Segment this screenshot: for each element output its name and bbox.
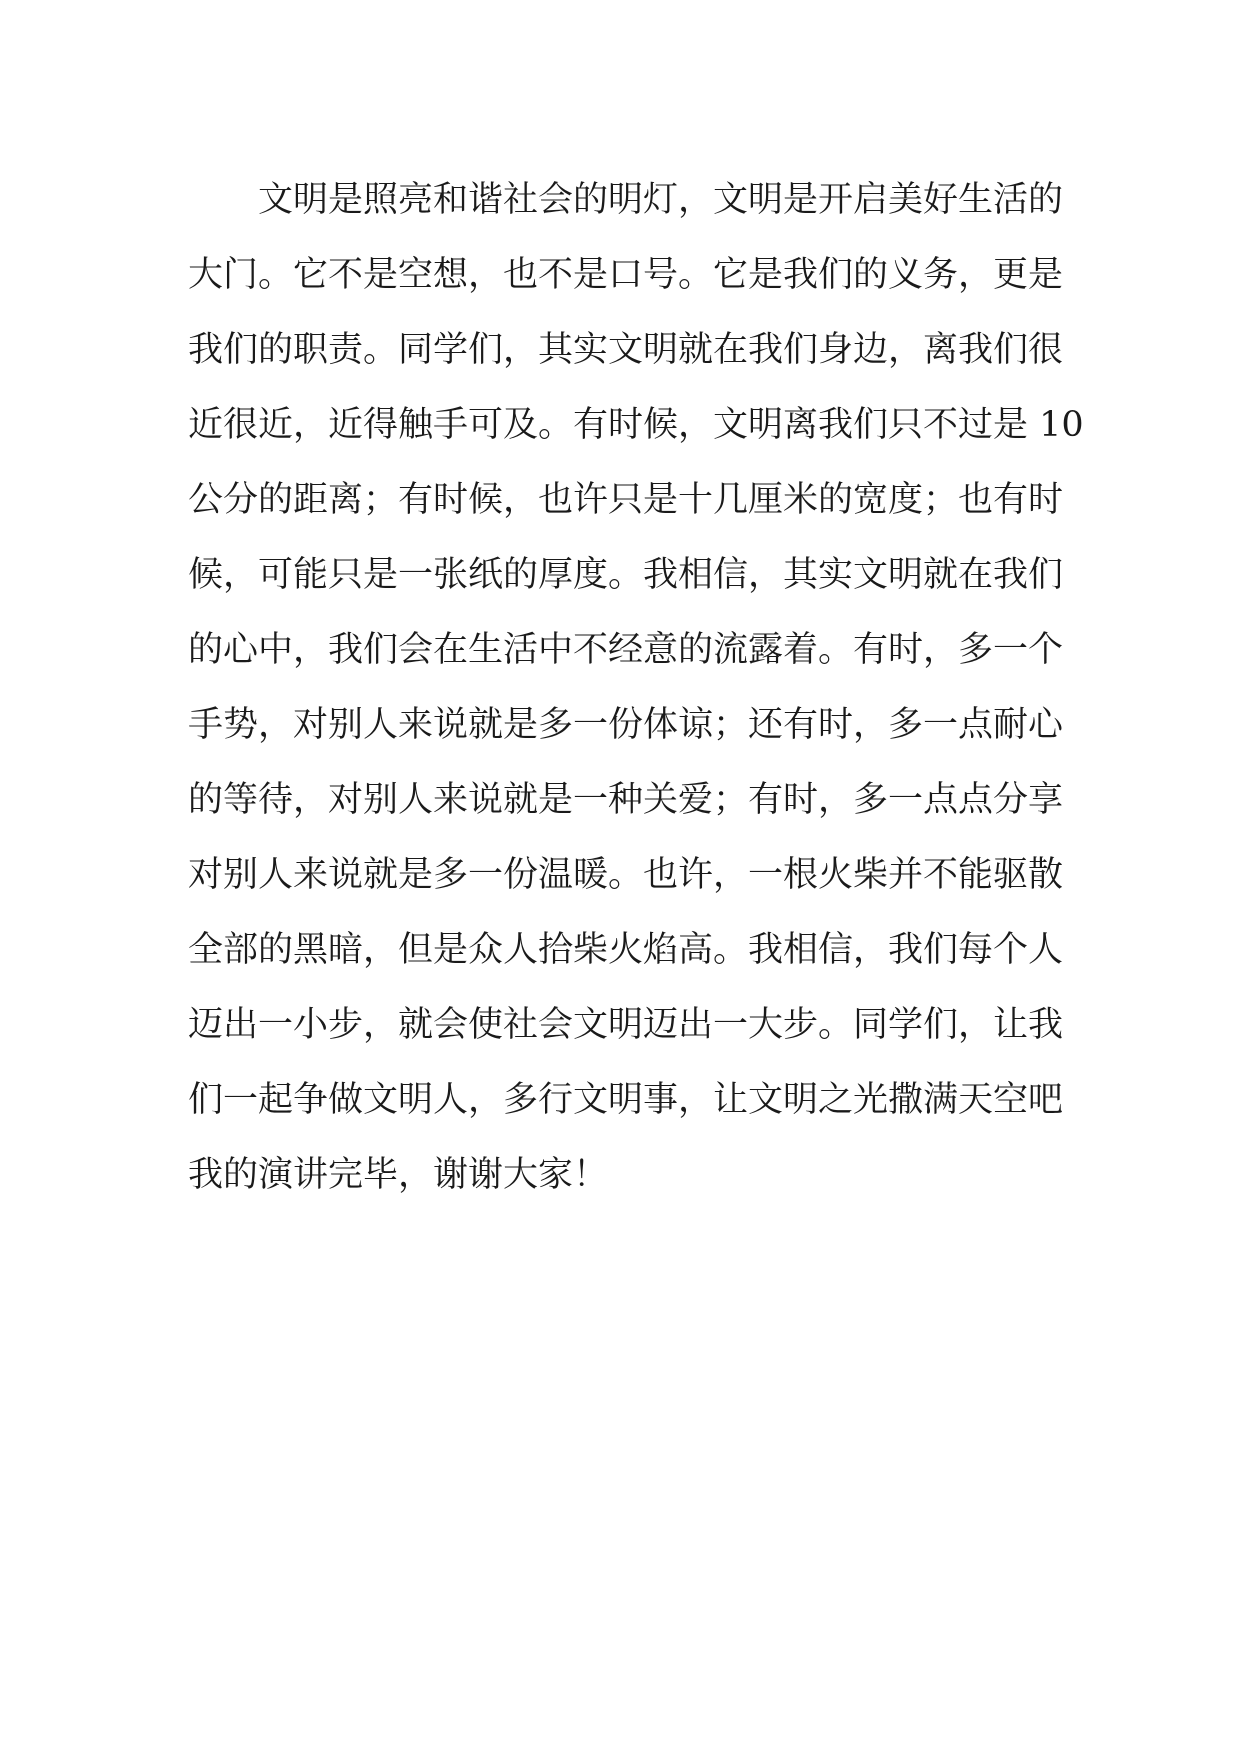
text-line: 迈出一小步，就会使社会文明迈出一大步。同学们，让我	[188, 1005, 1064, 1045]
text-line: 对别人来说就是多一份温暖。也许，一根火柴并不能驱散	[188, 855, 1064, 895]
text-line: 的等待，对别人来说就是一种关爱；有时，多一点点分享	[188, 780, 1064, 820]
text-line: 们一起争做文明人，多行文明事，让文明之光撒满天空吧	[188, 1080, 1064, 1120]
text-line: 手势，对别人来说就是多一份体谅；还有时，多一点耐心	[188, 705, 1064, 745]
speech-paragraph	[188, 163, 1084, 1213]
text-line: 近很近，近得触手可及。有时候，文明离我们只不过是 10	[188, 405, 1084, 445]
text-line: 的心中，我们会在生活中不经意的流露着。有时，多一个	[188, 630, 1064, 670]
text-line: 大门。它不是空想，也不是口号。它是我们的义务，更是	[188, 255, 1064, 295]
text-line: 公分的距离；有时候，也许只是十几厘米的宽度；也有时	[188, 480, 1064, 520]
text-line: 文明是照亮和谐社会的明灯，文明是开启美好生活的	[258, 180, 1064, 220]
text-line: 全部的黑暗，但是众人拾柴火焰高。我相信，我们每个人	[188, 930, 1064, 970]
text-line-closing: 我的演讲完毕，谢谢大家！	[188, 1155, 609, 1195]
text-line: 我们的职责。同学们，其实文明就在我们身边，离我们很	[188, 330, 1064, 370]
text-line: 候，可能只是一张纸的厚度。我相信，其实文明就在我们	[188, 555, 1064, 595]
